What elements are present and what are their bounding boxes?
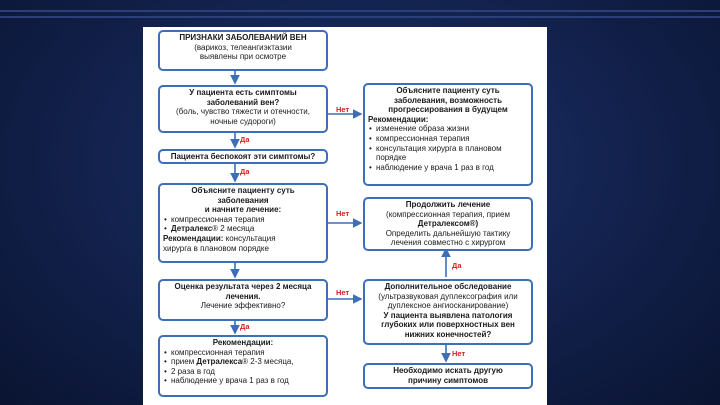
label-no-1-text: Нет [336, 105, 350, 114]
continue-title: Продолжить лечение [405, 200, 491, 209]
recommend-list [163, 348, 323, 386]
box-recommendations [158, 335, 328, 397]
recommend-item2-pre: прием [171, 357, 197, 367]
top-decor-line [0, 10, 720, 12]
future-rec-item: • консультация хирурга в плановом порядке [368, 144, 528, 163]
recommend-item3: • наблюдение у врача 1 раз в год [163, 376, 323, 386]
treat-list [163, 215, 323, 234]
treat-title1: Объясните пациенту суть [191, 186, 295, 195]
signs-title: ПРИЗНАКИ ЗАБОЛЕВАНИЙ ВЕН [179, 33, 307, 42]
symptoms-line1: (боль, чувство тяжести и отечности, [176, 107, 310, 117]
label-no-2: Нет [336, 209, 350, 218]
treat-rec: Рекомендации: [163, 233, 224, 243]
label-no-4: Нет [452, 349, 466, 358]
treat-item2 [163, 224, 323, 234]
recommend-item2-line2 [163, 367, 323, 377]
symptoms-title1: У пациента есть симптомы [189, 88, 297, 97]
exam-line5: нижних конечностей? [404, 329, 492, 339]
continue-line2: Детралексом®) [417, 219, 479, 229]
treat-rec-rest: консультация [223, 233, 276, 243]
future-title2: заболевания, возможность [393, 95, 503, 105]
treat-drug-duration: ® 2 месяца [212, 224, 255, 234]
signs-line1: (варикоз, телеангиэктазии [194, 42, 292, 52]
label-no-3: Нет [336, 288, 350, 297]
exam-line3: У пациента выявлена патология [383, 310, 513, 320]
treat-drug: Детралекс [171, 224, 213, 234]
exam-line1: (ультразвуковая дуплексография или [378, 291, 518, 301]
continue-line3: Определить дальнейшую тактику [385, 228, 511, 238]
symptoms-title2: заболеваний вен? [206, 97, 280, 107]
box-other-cause [363, 363, 533, 389]
evaluate-title2: лечения. [225, 291, 261, 301]
box-explain-treat [158, 183, 328, 263]
box-bothered [158, 149, 328, 164]
continue-line1: (компрессионная терапия, прием [386, 209, 510, 219]
box-continue [363, 197, 533, 251]
box-evaluate [158, 279, 328, 321]
exam-line4: глубоких или поверхностных вен [381, 320, 515, 330]
other-line1: Необходимо искать другую [393, 366, 503, 375]
treat-title2: заболевания [217, 195, 269, 205]
label-yes-2: Да [240, 167, 250, 176]
label-yes-1: Да [240, 135, 250, 144]
future-rec-item: • изменение образа жизни [368, 124, 528, 134]
future-rec: Рекомендации: [368, 114, 429, 124]
exam-line2: дуплексное ангиосканирование) [387, 301, 509, 311]
recommend-item2-line2-text: 2 раза в год [171, 366, 215, 376]
recommend-item2-rest: ® 2-3 месяца, [242, 357, 294, 367]
box-has-symptoms [158, 85, 328, 133]
signs-line2: выявлены при осмотре [199, 52, 287, 62]
symptoms-line2: ночные судороги) [210, 116, 276, 126]
evaluate-line1: Лечение эффективно? [200, 301, 286, 311]
box-disease-signs [158, 30, 328, 71]
future-rec-list [368, 124, 528, 172]
exam-title: Дополнительное обследование [384, 282, 512, 291]
evaluate-title1: Оценка результата через 2 месяца [174, 282, 312, 291]
treat-item1: • компрессионная терапия [163, 215, 323, 225]
recommend-drug: Детралекса [196, 357, 243, 367]
recommend-item2 [163, 357, 323, 367]
box-explain-future [363, 83, 533, 186]
flowchart-panel [143, 27, 547, 405]
treat-title3: и начните лечение: [204, 205, 282, 215]
recommend-item1: • компрессионная терапия [163, 348, 323, 358]
box-extra-exam [363, 279, 533, 345]
future-title1: Объясните пациенту суть [396, 86, 500, 95]
future-rec-item: • компрессионная терапия [368, 134, 528, 144]
treat-rec-line [163, 234, 323, 244]
treat-rec-line2: хирурга в плановом порядке [163, 243, 269, 253]
future-rec-item: • наблюдение у врача 1 раз в год [368, 163, 528, 173]
top-decor-line-2 [0, 16, 720, 18]
recommend-title: Рекомендации: [212, 338, 274, 347]
label-yes-4: Да [240, 322, 250, 331]
label-yes-3: Да [452, 261, 462, 270]
bother-text: Пациента беспокоят эти симптомы? [170, 152, 316, 161]
future-title3: прогрессирования в будущем [388, 105, 508, 115]
continue-line4: лечения совместно с хирургом [390, 238, 506, 248]
label-no-1 [336, 99, 349, 117]
other-line2: причину симптомов [407, 375, 489, 385]
